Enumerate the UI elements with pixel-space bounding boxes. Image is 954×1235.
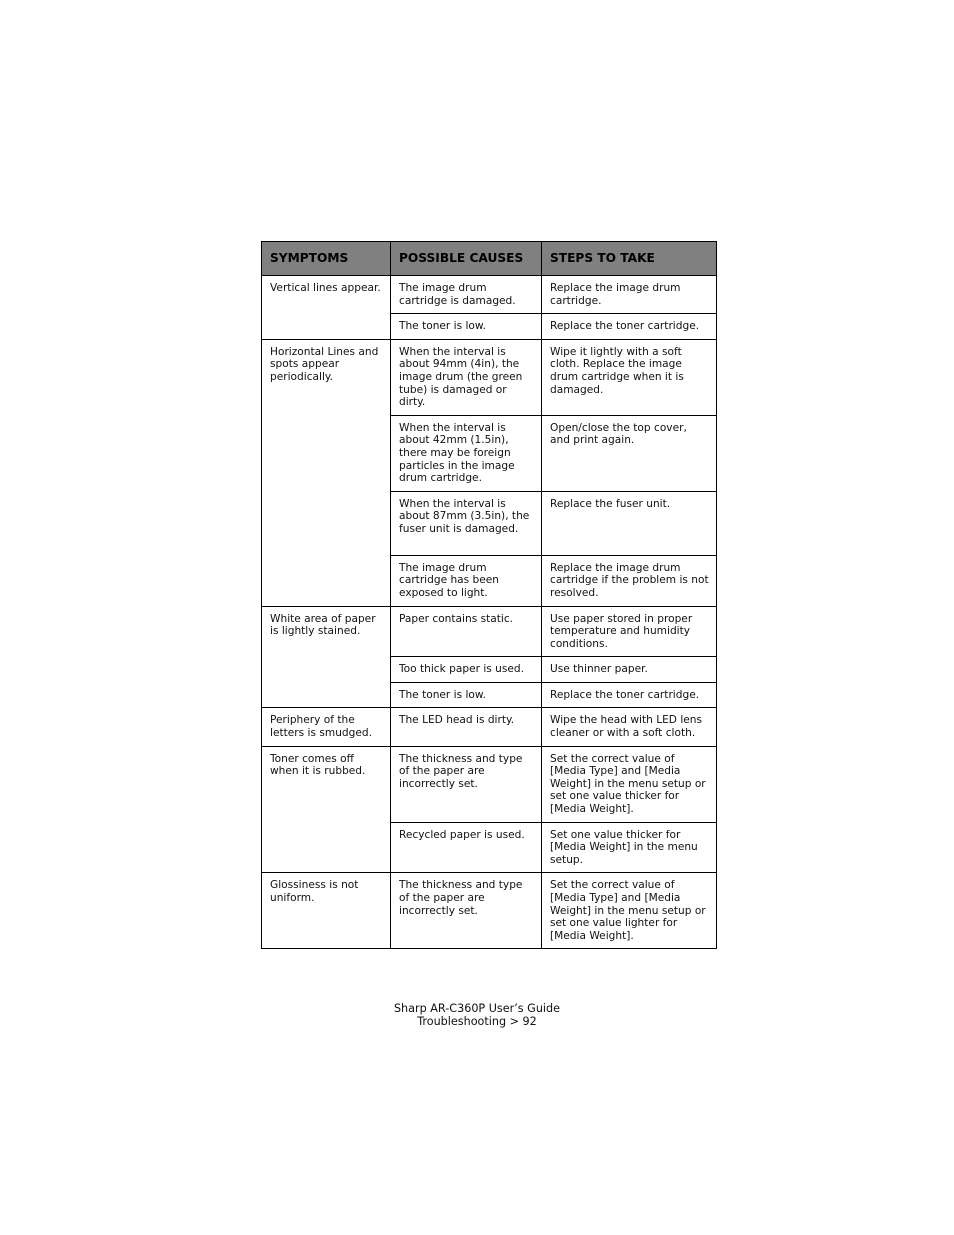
symptom-cell: Glossiness is not uniform. — [262, 873, 391, 949]
footer-guide-title: Sharp AR-C360P User’s Guide — [393, 1002, 561, 1015]
step-cell: Set one value thicker for [Media Weight] in the menu setup. — [542, 822, 717, 873]
cause-cell: The toner is low. — [391, 314, 542, 340]
cause-cell: The image drum cartridge has been exposed to light. — [391, 555, 542, 606]
table-row — [262, 276, 717, 314]
cause-cell: The thickness and type of the paper are incorrectly set. — [391, 746, 542, 822]
table-header-row — [262, 242, 717, 276]
cause-cell: The image drum cartridge is damaged. — [391, 276, 542, 314]
step-cell: Open/close the top cover, and print again. — [542, 415, 717, 491]
troubleshooting-table — [261, 241, 717, 949]
table-row — [262, 746, 717, 822]
step-cell: Replace the image drum cartridge if the problem is not resolved. — [542, 555, 717, 606]
step-cell: Use thinner paper. — [542, 657, 717, 683]
symptom-cell: Periphery of the letters is smudged. — [262, 708, 391, 746]
step-cell: Use paper stored in proper temperature and humidity conditions. — [542, 606, 717, 657]
page-footer — [0, 1002, 954, 1028]
header-symptoms: SYMPTOMS — [262, 242, 391, 276]
symptom-cell: Toner comes off when it is rubbed. — [262, 746, 391, 873]
step-cell: Replace the toner cartridge. — [542, 314, 717, 340]
table-row — [262, 708, 717, 746]
step-cell: Replace the image drum cartridge. — [542, 276, 717, 314]
cause-cell: When the interval is about 94mm (4in), the image drum (the green tube) is damaged or dirty. — [391, 339, 542, 415]
table-row — [262, 339, 717, 415]
cause-cell: The toner is low. — [391, 682, 542, 708]
symptom-cell: White area of paper is lightly stained. — [262, 606, 391, 708]
cause-cell: The thickness and type of the paper are incorrectly set. — [391, 873, 542, 949]
step-cell: Replace the fuser unit. — [542, 491, 717, 555]
header-possible-causes: POSSIBLE CAUSES — [391, 242, 542, 276]
step-cell: Set the correct value of [Media Type] and [Media Weight] in the menu setup or set one value lighter for [Media Weight]. — [542, 873, 717, 949]
step-cell: Replace the toner cartridge. — [542, 682, 717, 708]
step-cell: Wipe it lightly with a soft cloth. Replace the image drum cartridge when it is damaged. — [542, 339, 717, 415]
cause-cell: The LED head is dirty. — [391, 708, 542, 746]
table-row — [262, 873, 717, 949]
cause-cell: Too thick paper is used. — [391, 657, 542, 683]
symptom-cell: Vertical lines appear. — [262, 276, 391, 340]
table-row — [262, 606, 717, 657]
cause-cell: Paper contains static. — [391, 606, 542, 657]
cause-cell: Recycled paper is used. — [391, 822, 542, 873]
symptom-cell: Horizontal Lines and spots appear periodically. — [262, 339, 391, 606]
table-body — [262, 276, 717, 949]
cause-cell: When the interval is about 42mm (1.5in), there may be foreign particles in the image drum cartridge. — [391, 415, 542, 491]
footer-section-page: Troubleshooting > 92 — [417, 1015, 537, 1028]
step-cell: Wipe the head with LED lens cleaner or with a soft cloth. — [542, 708, 717, 746]
table-header — [262, 242, 717, 276]
step-cell: Set the correct value of [Media Type] and [Media Weight] in the menu setup or set one value thicker for [Media Weight]. — [542, 746, 717, 822]
header-steps-to-take: STEPS TO TAKE — [542, 242, 717, 276]
cause-cell: When the interval is about 87mm (3.5in), the fuser unit is damaged. — [391, 491, 542, 555]
